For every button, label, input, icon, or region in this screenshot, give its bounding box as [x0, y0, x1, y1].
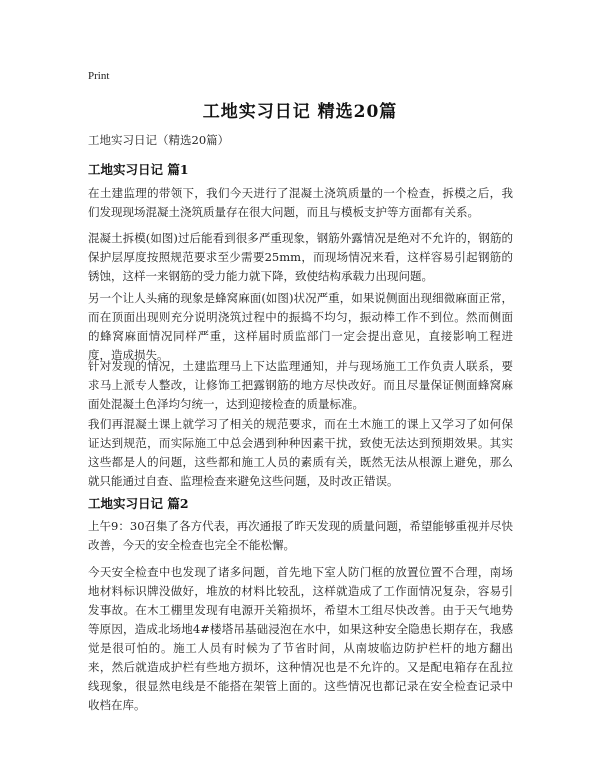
section-heading-1: 工地实习日记 篇1	[88, 162, 189, 177]
section-1-paragraph-2: 混凝土拆模(如图)过后能看到很多严重现象，钢筋外露情况是绝对不允许的，钢筋的保护层厚度按照规范要求至少需要25mm，而现场情况来看，这样容易引起钢筋的锈蚀，这样一来钢筋的受力能力就下降，致使结构承载力出现问题。	[88, 231, 513, 283]
section-1-paragraph-1: 在土建监理的带领下，我们今天进行了混凝土浇筑质量的一个检查，拆模之后，我们发现现场混凝土浇筑质量存在很大问题，而且与模板支护等方面都有关系。	[88, 186, 513, 219]
section-2-paragraph-2: 今天安全检查中也发现了诸多问题，首先地下室人防门框的放置位置不合理，南场地材料标识牌没做好，堆放的材料比较乱，这样就造成了工作面情况复杂，容易引发事故。在木工棚里发现有电源开关箱损坏，希望木工组尽快改善。由于天气地势等原因，造成北场地4#楼塔吊基础浸泡在水中，如果这种安全隐患长期存在，我感觉是很可怕的。施工人员有时候为了节省时间，从南坡临边防护栏杆的地方翻出来，然后就造成护栏有些地方损坏，这种情况也是不允许的。又是配电箱存在乱拉线现象，很显然电线是不能搭在架管上面的。这些情况也都记录在安全检查记录中收档在库。	[88, 565, 513, 712]
page-title: 工地实习日记 精选20篇	[202, 102, 398, 122]
section-1-paragraph-3: 另一个让人头痛的现象是蜂窝麻面(如图)状况严重，如果说侧面出现细微麻面正常，而在顶面出现则充分说明浇筑过程中的振捣不均匀，振动棒工作不到位。然而侧面的蜂窝麻面情况同样严重，这样届时质监部门一定会提出意见，直接影响工程进度，造成损失。	[88, 291, 513, 362]
section-2-paragraph-1: 上午9：30召集了各方代表，再次通报了昨天发现的质量问题，希望能够重视并尽快改善，今天的安全检查也完全不能松懈。	[88, 519, 513, 552]
print-label[interactable]: Print	[88, 70, 110, 82]
section-heading-2: 工地实习日记 篇2	[88, 496, 189, 511]
document-subtitle: 工地实习日记（精选20篇）	[88, 133, 230, 147]
section-1-paragraph-4: 针对发现的情况，土建监理马上下达监理通知，并与现场施工工作负责人联系，要求马上派专人整改，让修饰工把露钢筋的地方尽快改好。而且尽量保证侧面蜂窝麻面处混凝土色泽均匀统一，达到迎接检查的质量标准。	[88, 359, 513, 411]
section-1-paragraph-5: 我们再混凝土课上就学习了相关的规范要求，而在土木施工的课上又学习了如何保证达到规范，而实际施工中总会遇到种种因素干扰，致使无法达到预期效果。其实这些都是人的问题，这些都和施工人员的素质有关，既然无法从根源上避免，那么就只能通过自查、监理检查来避免这些问题，及时改正错误。	[88, 417, 513, 488]
